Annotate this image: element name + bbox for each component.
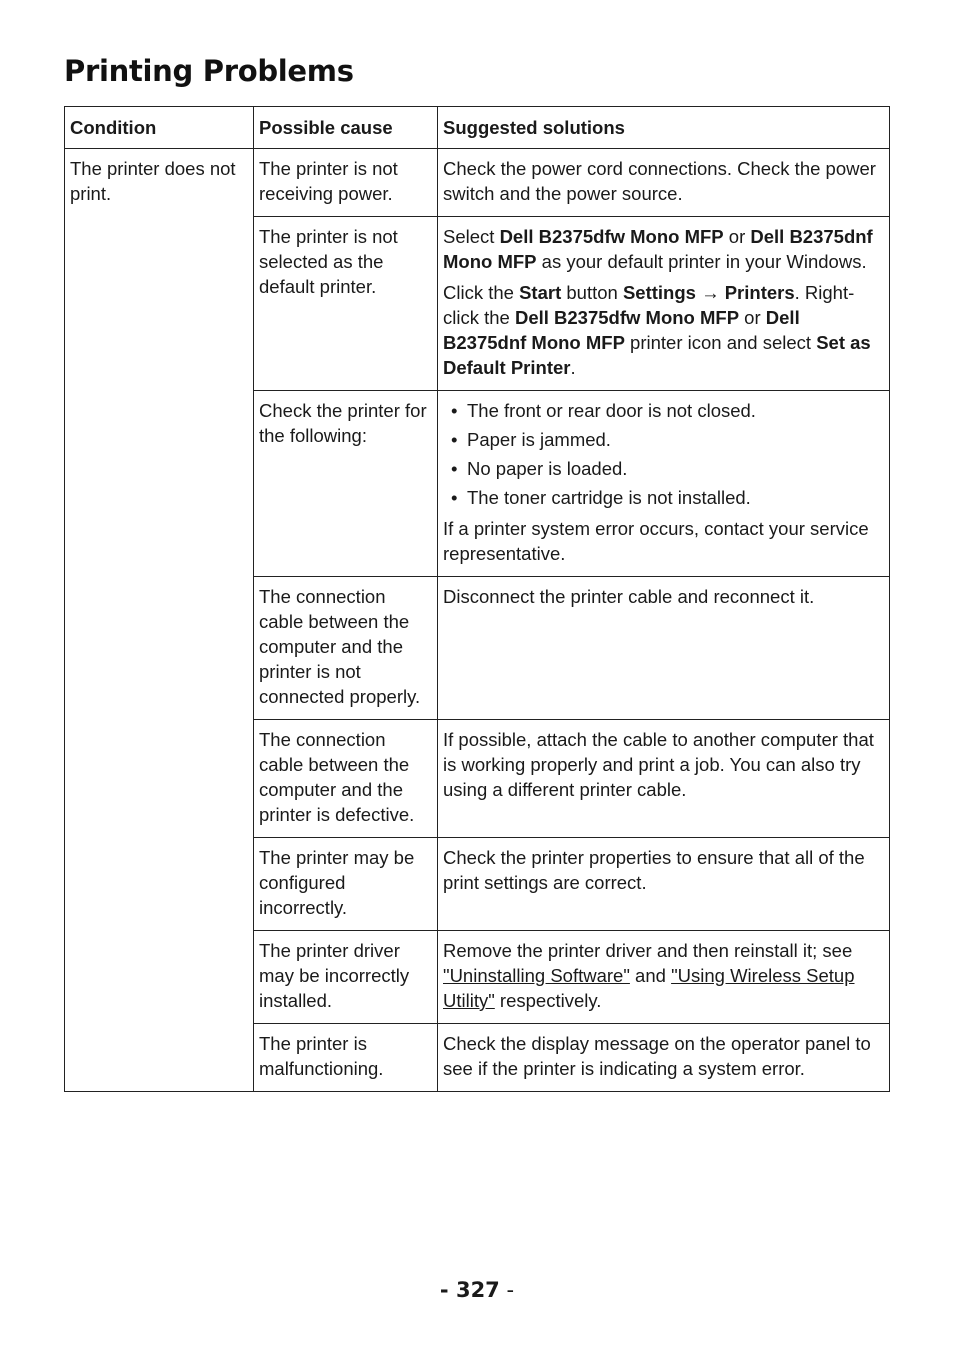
header-possible-cause: Possible cause xyxy=(254,107,438,149)
solution-paragraph: Select Dell B2375dfw Mono MFP or Dell B2375dnf Mono MFP as your default printer in your Windows. xyxy=(443,226,873,272)
cause-cell: The printer may be configured incorrectly. xyxy=(254,838,438,931)
table-header-row xyxy=(65,107,890,149)
solution-cell: Remove the printer driver and then reinstall it; see "Uninstalling Software" and "Using Wireless Setup Utility" respectively. xyxy=(438,931,890,1024)
uninstalling-software-link[interactable]: "Uninstalling Software" xyxy=(443,965,630,986)
solution-cell: Check the printer properties to ensure that all of the print settings are correct. xyxy=(438,838,890,931)
cause-cell: Check the printer for the following: xyxy=(254,391,438,577)
header-condition: Condition xyxy=(65,107,254,149)
solution-paragraph: Click the Start button Settings → Printers. Right-click the Dell B2375dfw Mono MFP or Dell B2375dnf Mono MFP printer icon and select Set as Default Printer. xyxy=(443,282,871,378)
solution-cell: Check the display message on the operator panel to see if the printer is indicating a system error. xyxy=(438,1024,890,1092)
solution-cell: If possible, attach the cable to another computer that is working properly and print a job. You can also try using a different printer cable. xyxy=(438,720,890,838)
printing-problems-table xyxy=(64,106,890,1092)
cause-cell: The printer is not selected as the default printer. xyxy=(254,217,438,391)
list-item: • No paper is loaded. xyxy=(443,456,885,481)
solution-cell: Check the power cord connections. Check the power switch and the power source. xyxy=(438,149,890,217)
cause-cell: The connection cable between the computer and the printer is not connected properly. xyxy=(254,577,438,720)
list-item: • The toner cartridge is not installed. xyxy=(443,485,885,510)
page-title: Printing Problems xyxy=(64,54,354,88)
cause-cell: The printer is not receiving power. xyxy=(254,149,438,217)
list-item: • Paper is jammed. xyxy=(443,427,885,452)
list-item: • The front or rear door is not closed. xyxy=(443,398,885,423)
checklist xyxy=(443,398,885,510)
solution-cell xyxy=(438,217,890,391)
page-number: - 327 - xyxy=(439,1278,515,1302)
cause-cell: The connection cable between the computer and the printer is defective. xyxy=(254,720,438,838)
condition-cell: The printer does not print. xyxy=(65,149,254,1092)
header-suggested-solutions: Suggested solutions xyxy=(438,107,890,149)
table-row xyxy=(65,149,890,217)
cause-cell: The printer driver may be incorrectly installed. xyxy=(254,931,438,1024)
solution-paragraph: If a printer system error occurs, contact your service representative. xyxy=(443,518,869,564)
arrow-right-icon: → xyxy=(695,282,725,303)
solution-cell xyxy=(438,391,890,577)
using-wireless-setup-utility-link[interactable]: "Using Wireless Setup Utility" xyxy=(443,965,855,1011)
cause-cell: The printer is malfunctioning. xyxy=(254,1024,438,1092)
solution-cell: Disconnect the printer cable and reconnect it. xyxy=(438,577,890,720)
